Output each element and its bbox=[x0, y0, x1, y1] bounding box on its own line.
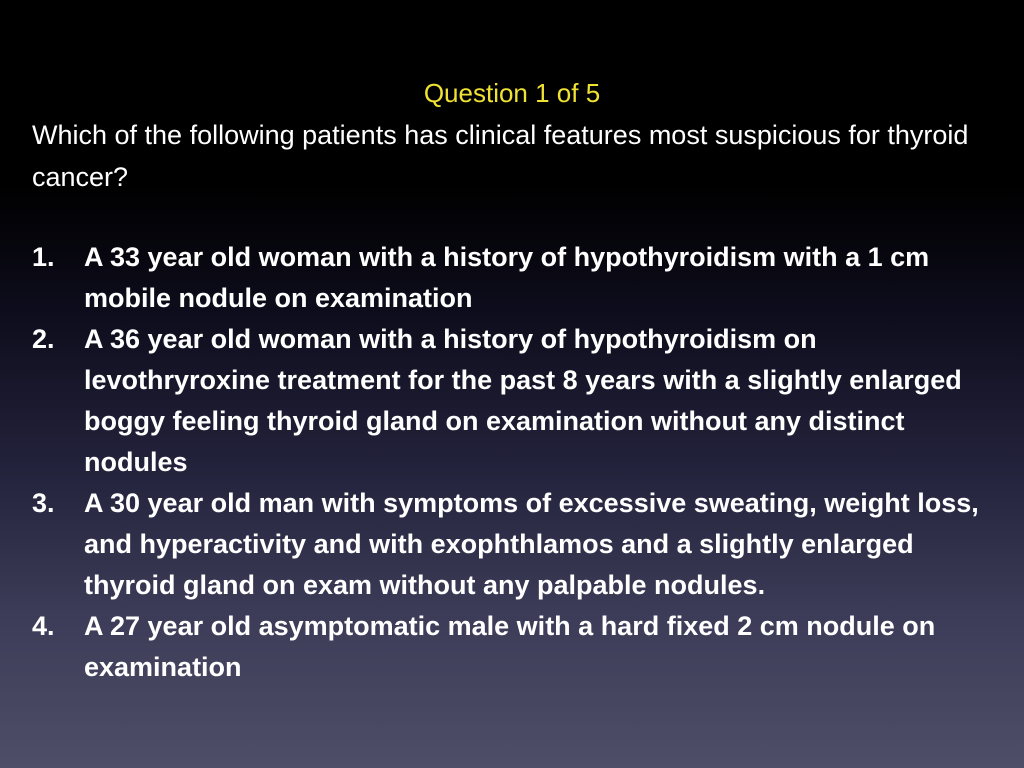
option-number: 3. bbox=[32, 488, 55, 518]
option-text: A 30 year old man with symptoms of excessive sweating, weight loss, and hyperactivity and with exophthlamos and a slightly enlarged thyroid gland on exam without any palpable nodules. bbox=[84, 488, 979, 600]
option-number: 1. bbox=[32, 242, 55, 272]
option-text: A 33 year old woman with a history of hypothyroidism with a 1 cm mobile nodule on examination bbox=[84, 242, 930, 313]
option-text: A 36 year old woman with a history of hypothyroidism on levothryroxine treatment for the past 8 years with a slightly enlarged boggy feeling thyroid gland on examination without any distinct nodules bbox=[84, 324, 962, 477]
answer-options-list bbox=[32, 237, 1007, 688]
answer-option-4[interactable] bbox=[32, 606, 1007, 688]
option-text: A 27 year old asymptomatic male with a hard fixed 2 cm nodule on examination bbox=[84, 611, 936, 682]
answer-option-3[interactable] bbox=[32, 483, 1007, 606]
option-number: 4. bbox=[32, 611, 55, 641]
answer-option-2[interactable] bbox=[32, 319, 1007, 483]
question-counter: Question 1 of 5 bbox=[423, 78, 601, 108]
question-text: Which of the following patients has clinical features most suspicious for thyroid cancer? bbox=[32, 120, 969, 192]
option-number: 2. bbox=[32, 324, 55, 354]
answer-option-1[interactable] bbox=[32, 237, 1007, 319]
